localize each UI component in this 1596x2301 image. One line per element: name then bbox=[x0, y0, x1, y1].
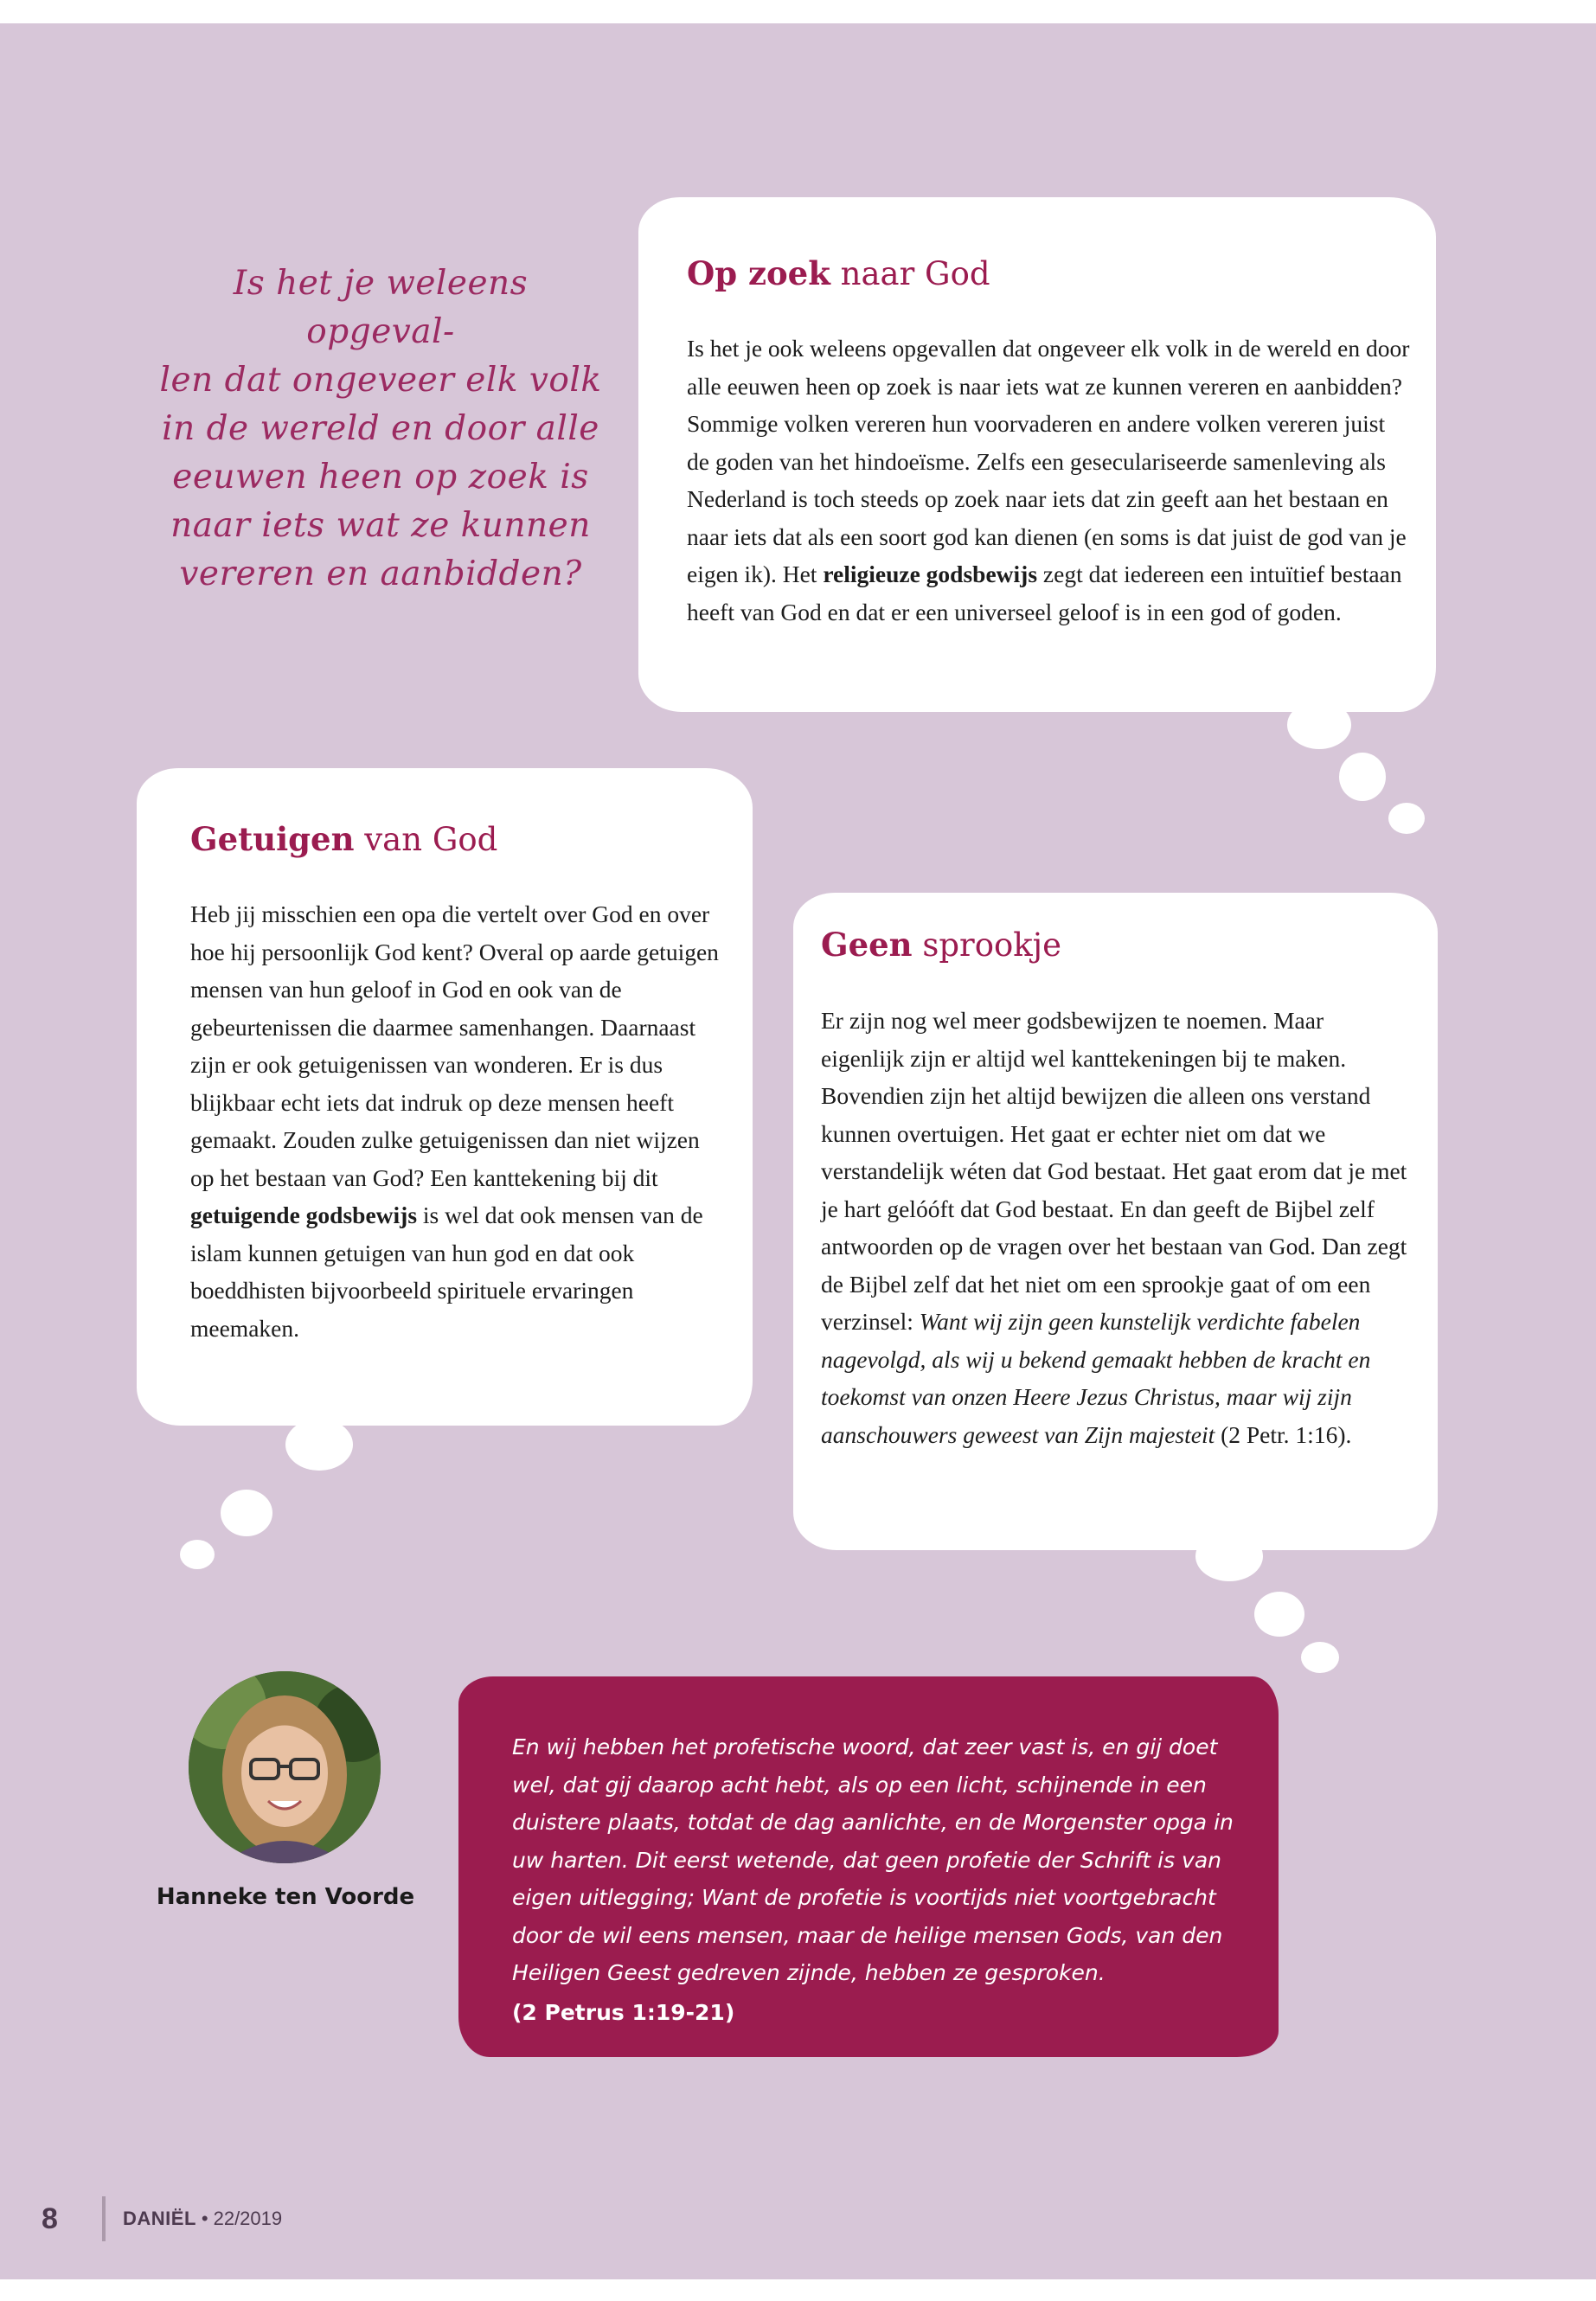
thought-dot bbox=[1388, 803, 1425, 834]
verse-reference: (2 Petrus 1:19-21) bbox=[512, 1999, 735, 2025]
magazine-name: DANIËL bbox=[123, 2208, 196, 2229]
section-geen-sprookje bbox=[793, 893, 1438, 1550]
issue-number: 22/2019 bbox=[213, 2208, 283, 2229]
avatar bbox=[189, 1671, 381, 1863]
thought-dot bbox=[221, 1490, 272, 1536]
section-body: Er zijn nog wel meer godsbewijzen te noemen. Maar eigenlijk zijn er altijd wel kanttekeningen bij te maken. Bovendien zijn het altijd bewijzen die alleen ons verstand kunnen overtuigen. Het gaat er echter niet om dat we verstandelijk wéten dat God bestaat. Het gaat erom dat je met je hart gelóóft dat God bestaat. En dan geeft de Bijbel zelf antwoorden op de vragen over het bestaan van God. Dan zegt de Bijbel zelf dat het niet om een sprookje gaat of om een verzinsel: Want wij zijn geen kunstelijk verdichte fabelen nagevolgd, als wij u bekend gemaakt hebben de kracht en toekomst van onzen Heere Jezus Christus, maar wij zijn aanschouwers geweest van Zijn majesteit (2 Petr. 1:16). bbox=[821, 1007, 1407, 1448]
section-title: Getuigen van God bbox=[190, 820, 498, 858]
thought-dot bbox=[1339, 753, 1386, 801]
thought-dot bbox=[180, 1540, 215, 1569]
section-title: Op zoek naar God bbox=[687, 254, 990, 292]
footer-separator: • bbox=[201, 2208, 208, 2229]
page-number: 8 bbox=[42, 2202, 58, 2235]
section-body: Heb jij misschien een opa die vertelt over God en over hoe hij persoonlijk God kent? Overal op aarde getuigen mensen van hun geloof in God en ook van de gebeurtenissen die daarmee samenhangen. Daarnaast zijn er ook getuigenissen van wonderen. Er is dus blijkbaar echt iets dat indruk op deze mensen heeft gemaakt. Zouden zulke getuigenissen dan niet wijzen op het bestaan van God? Een kanttekening bij dit getuigende godsbewijs is wel dat ook mensen van de islam kunnen getuigen van hun god en dat ook boeddhisten bijvoorbeeld spirituele ervaringen meemaken. bbox=[190, 901, 719, 1342]
author-name: Hanneke ten Voorde bbox=[156, 1884, 415, 1910]
verse-text: En wij hebben het profetische woord, dat zeer vast is, en gij doet wel, dat gij daarop acht hebt, als op een licht, schijnende in een duistere plaats, totdat de dag aanlichte, en de Morgenster opga in uw harten. Dit eerst wetende, dat geen profetie der Schrift is van eigen uitlegging; Want de profetie is voortijds niet voortgebracht door de wil eens mensen, maar de heilige mensen Gods, van den Heiligen Geest gedreven zijnde, hebben ze gesproken. bbox=[512, 1734, 1234, 1985]
thought-dot bbox=[1301, 1642, 1339, 1673]
section-title: Geen sprookje bbox=[821, 926, 1062, 964]
thought-dot bbox=[1287, 701, 1351, 749]
bible-verse-box bbox=[458, 1676, 1279, 2057]
author-photo bbox=[189, 1671, 381, 1863]
footer-divider bbox=[102, 2196, 106, 2241]
pull-quote: Is het je weleens opgeval- len dat ongeveer elk volk in de wereld en door alle eeuwen heen op zoek is naar iets wat ze kunnen vereren en aanbidden? bbox=[159, 264, 602, 593]
section-op-zoek bbox=[638, 197, 1436, 712]
thought-dot bbox=[1195, 1531, 1263, 1581]
footer bbox=[42, 2197, 282, 2240]
section-body: Is het je ook weleens opgevallen dat ongeveer elk volk in de wereld en door alle eeuwen heen op zoek is naar iets wat ze kunnen vereren en aanbidden? Sommige volken vereren hun voorvaderen en andere volken vereren juist de goden van het hindoeïsme. Zelfs een geseculariseerde samenleving als Nederland is toch steeds op zoek naar iets dat zin geeft aan het bestaan en naar iets dat als een soort god kan dienen (en soms is dat juist de god van je eigen ik). Het religieuze godsbewijs zegt dat iedereen een intuïtief bestaan heeft van God en dat er een universeel geloof is in een god of goden. bbox=[687, 335, 1410, 625]
thought-dot bbox=[1254, 1592, 1304, 1637]
section-getuigen bbox=[137, 768, 753, 1426]
thought-dot bbox=[285, 1419, 353, 1471]
